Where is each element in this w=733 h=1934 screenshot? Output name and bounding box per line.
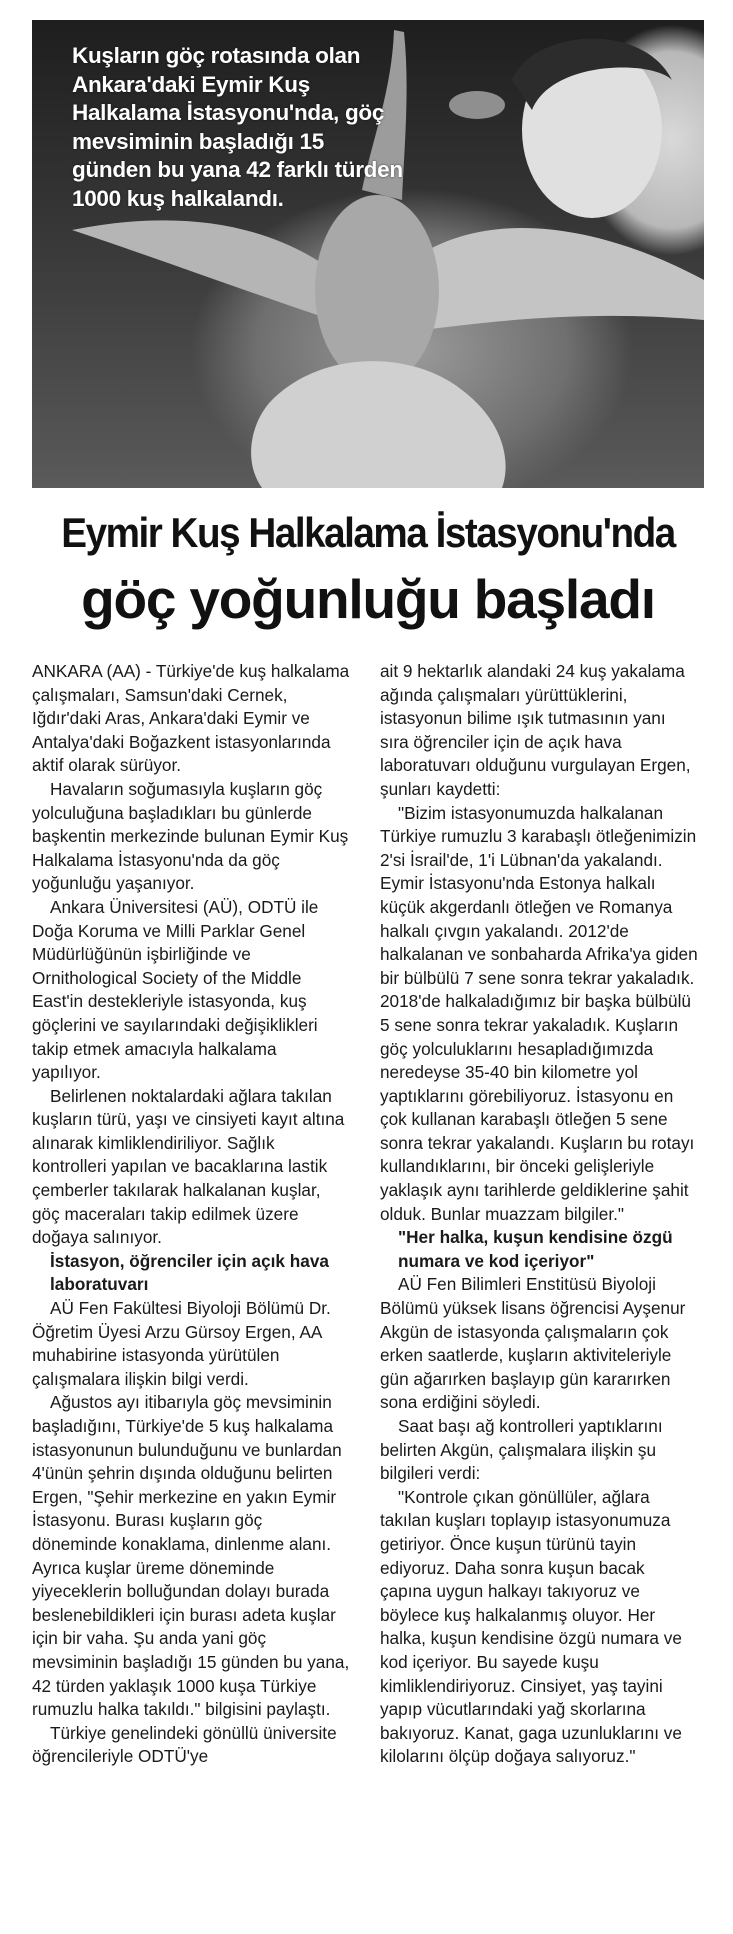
bird-right-wing [412, 228, 704, 330]
headline-line-2: göç yoğunluğu başladı [81, 568, 655, 630]
paragraph: Havaların soğumasıyla kuşların göç yolculuğuna başladıkları bu günlerde başkentin merkezinde bulunan Eymir Kuş Halkalama İstasyonu'nda da göç yoğunluğu yaşanıyor. [32, 778, 349, 894]
article-photo [32, 20, 704, 488]
paragraph: Türkiye genelindeki gönüllü üniversite öğrencileriyle ODTÜ'ye [32, 1722, 337, 1767]
headline-line-1: Eymir Kuş Halkalama İstasyonu'nda [61, 509, 675, 556]
headline [30, 506, 706, 632]
paragraph: AÜ Fen Bilimleri Enstitüsü Biyoloji Bölümü yüksek lisans öğrencisi Ayşenur Akgün de istasyonda çalışmaların çok erken saatlerde, kuşların aktiviteleriyle gün ağarırken başlayıp gün kararırken sona erdiğini söyledi. [380, 1274, 686, 1413]
paragraph: ANKARA (AA) - Türkiye'de kuş halkalama çalışmaları, Samsun'daki Cernek, Iğdır'daki Aras, Ankara'daki Eymir ve Antalya'daki Boğazkent istasyonlarında aktif olarak sürüyor. [32, 661, 350, 776]
paragraph: AÜ Fen Fakültesi Biyoloji Bölümü Dr. Öğretim Üyesi Arzu Gürsoy Ergen, AA muhabirine istasyonda yürütülen çalışmalara ilişkin bilgi verdi. [32, 1298, 331, 1389]
bird-left-wing [72, 220, 332, 320]
paragraph: "Kontrole çıkan gönüllüler, ağlara takılan kuşları toplayıp istasyonumuza getiriyor. Önce kuşun türünü tayin ediyoruz. Daha sonra kuşun bacak çapına uygun halkayı takıyoruz ve böylece kuş halkalanmış oluyor. Her halka, kuşun kendisine özgü numara ve kod içeriyor. Bu sayede kuşu kimliklendiriyoruz. Cinsiyet, yaş tayini yapıp vücutlarındaki yağ skorlarına bakıyoruz. Kanat, gaga uzunluklarını ve kilolarını ölçüp doğaya salıyoruz." [380, 1486, 682, 1767]
paragraph: Saat başı ağ kontrolleri yaptıklarını belirten Akgün, çalışmalara ilişkin şu bilgileri verdi: [380, 1416, 663, 1484]
article-column-right [380, 660, 698, 1769]
article-column-left [32, 660, 350, 1769]
paragraph: ait 9 hektarlık alandaki 24 kuş yakalama ağında çalışmaları yürüttüklerini, istasyonun bilime ışık tutmasının yanı sıra öğrenciler için de açık hava laboratuvarı olduğunu vurgulayan Ergen, şunları kaydetti: [380, 661, 691, 799]
subheading: "Her halka, kuşun kendisine özgü numara ve kod içeriyor" [398, 1227, 673, 1271]
photo-caption: Kuşların göç rotasında olan Ankara'daki Eymir Kuş Halkalama İstasyonu'nda, göç mevsiminin başladığı 15 günden bu yana 42 farklı türden 1000 kuş halkalandı. [72, 43, 403, 211]
paragraph: Ankara Üniversitesi (AÜ), ODTÜ ile Doğa Koruma ve Milli Parklar Genel Müdürlüğünün işbirliğinde ve Ornithological Society of the Middle East'in destekleriyle istasyonda, kuş göçlerini ve sayılarındaki değişiklikleri takip etmek amacıyla halkalama yapılıyor. [32, 896, 319, 1083]
bird-body [315, 195, 439, 385]
subheading: İstasyon, öğrenciler için açık hava laboratuvarı [50, 1250, 329, 1295]
paragraph: Ağustos ayı itibarıyla göç mevsiminin başladığını, Türkiye'de 5 kuş halkalama istasyonunun bulunduğunu ve bunlardan 4'ünün şehrin dışında olduğunu belirten Ergen, "Şehir merkezine en yakın Eymir İstasyonu. Burası kuşların göç döneminde konaklama, dinlenme alanı. Ayrıca kuşlar üreme döneminde yiyeceklerin bolluğundan dolayı burada beslenebildikleri için burası adeta kuşlar için bir vaha. Şu anda yani göç mevsiminin başladığı 15 günden bu yana, 42 türden yaklaşık 1000 kuşa Türkiye rumuzlu halka takıldı." bilgisini paylaştı. [32, 1392, 350, 1720]
paragraph: "Bizim istasyonumuzda halkalanan Türkiye rumuzlu 3 karabaşlı ötleğenimizin 2'si İsrail'de, 1'i Lübnan'da yakalandı. Eymir İstasyonu'nda Estonya halkalı küçük akgerdanlı ötleğen ve Romanya halkalı çıvgın yakalandı. 2012'de halkalanan ve sonbaharda Afrika'ya giden bir bülbülü 7 sene sonra tekrar yakaladık. 2018'de halkaladığımız bir başka bülbülü 5 sene sonra tekrar yakaladık. Kuşların göç yolculuklarını hesapladığımızda neredeyse 35-40 bin kilometre yol yaptıklarını görebiliyoruz. İstasyonu en çok kullanan karabaşlı ötleğen 5 sene sonra tekrar yakalandı. Kuşların bu rotayı kullandıklarını, bir önceki gelişleriyle yaklaşık aynı tarihlerde geldiklerine şahit olduk. Bunlar muazzam bilgiler." [380, 802, 698, 1224]
hand [251, 361, 506, 488]
paragraph: Belirlenen noktalardaki ağlara takılan kuşların türü, yaşı ve cinsiyeti kayıt altına alınarak kimliklendiriliyor. Sağlık kontrolleri yapılan ve bacaklarına lastik çemberler takılarak halkalanan kuşlar, göç maceraları takip edilmek üzere doğaya salınıyor. [32, 1085, 345, 1248]
small-bird [449, 91, 505, 119]
